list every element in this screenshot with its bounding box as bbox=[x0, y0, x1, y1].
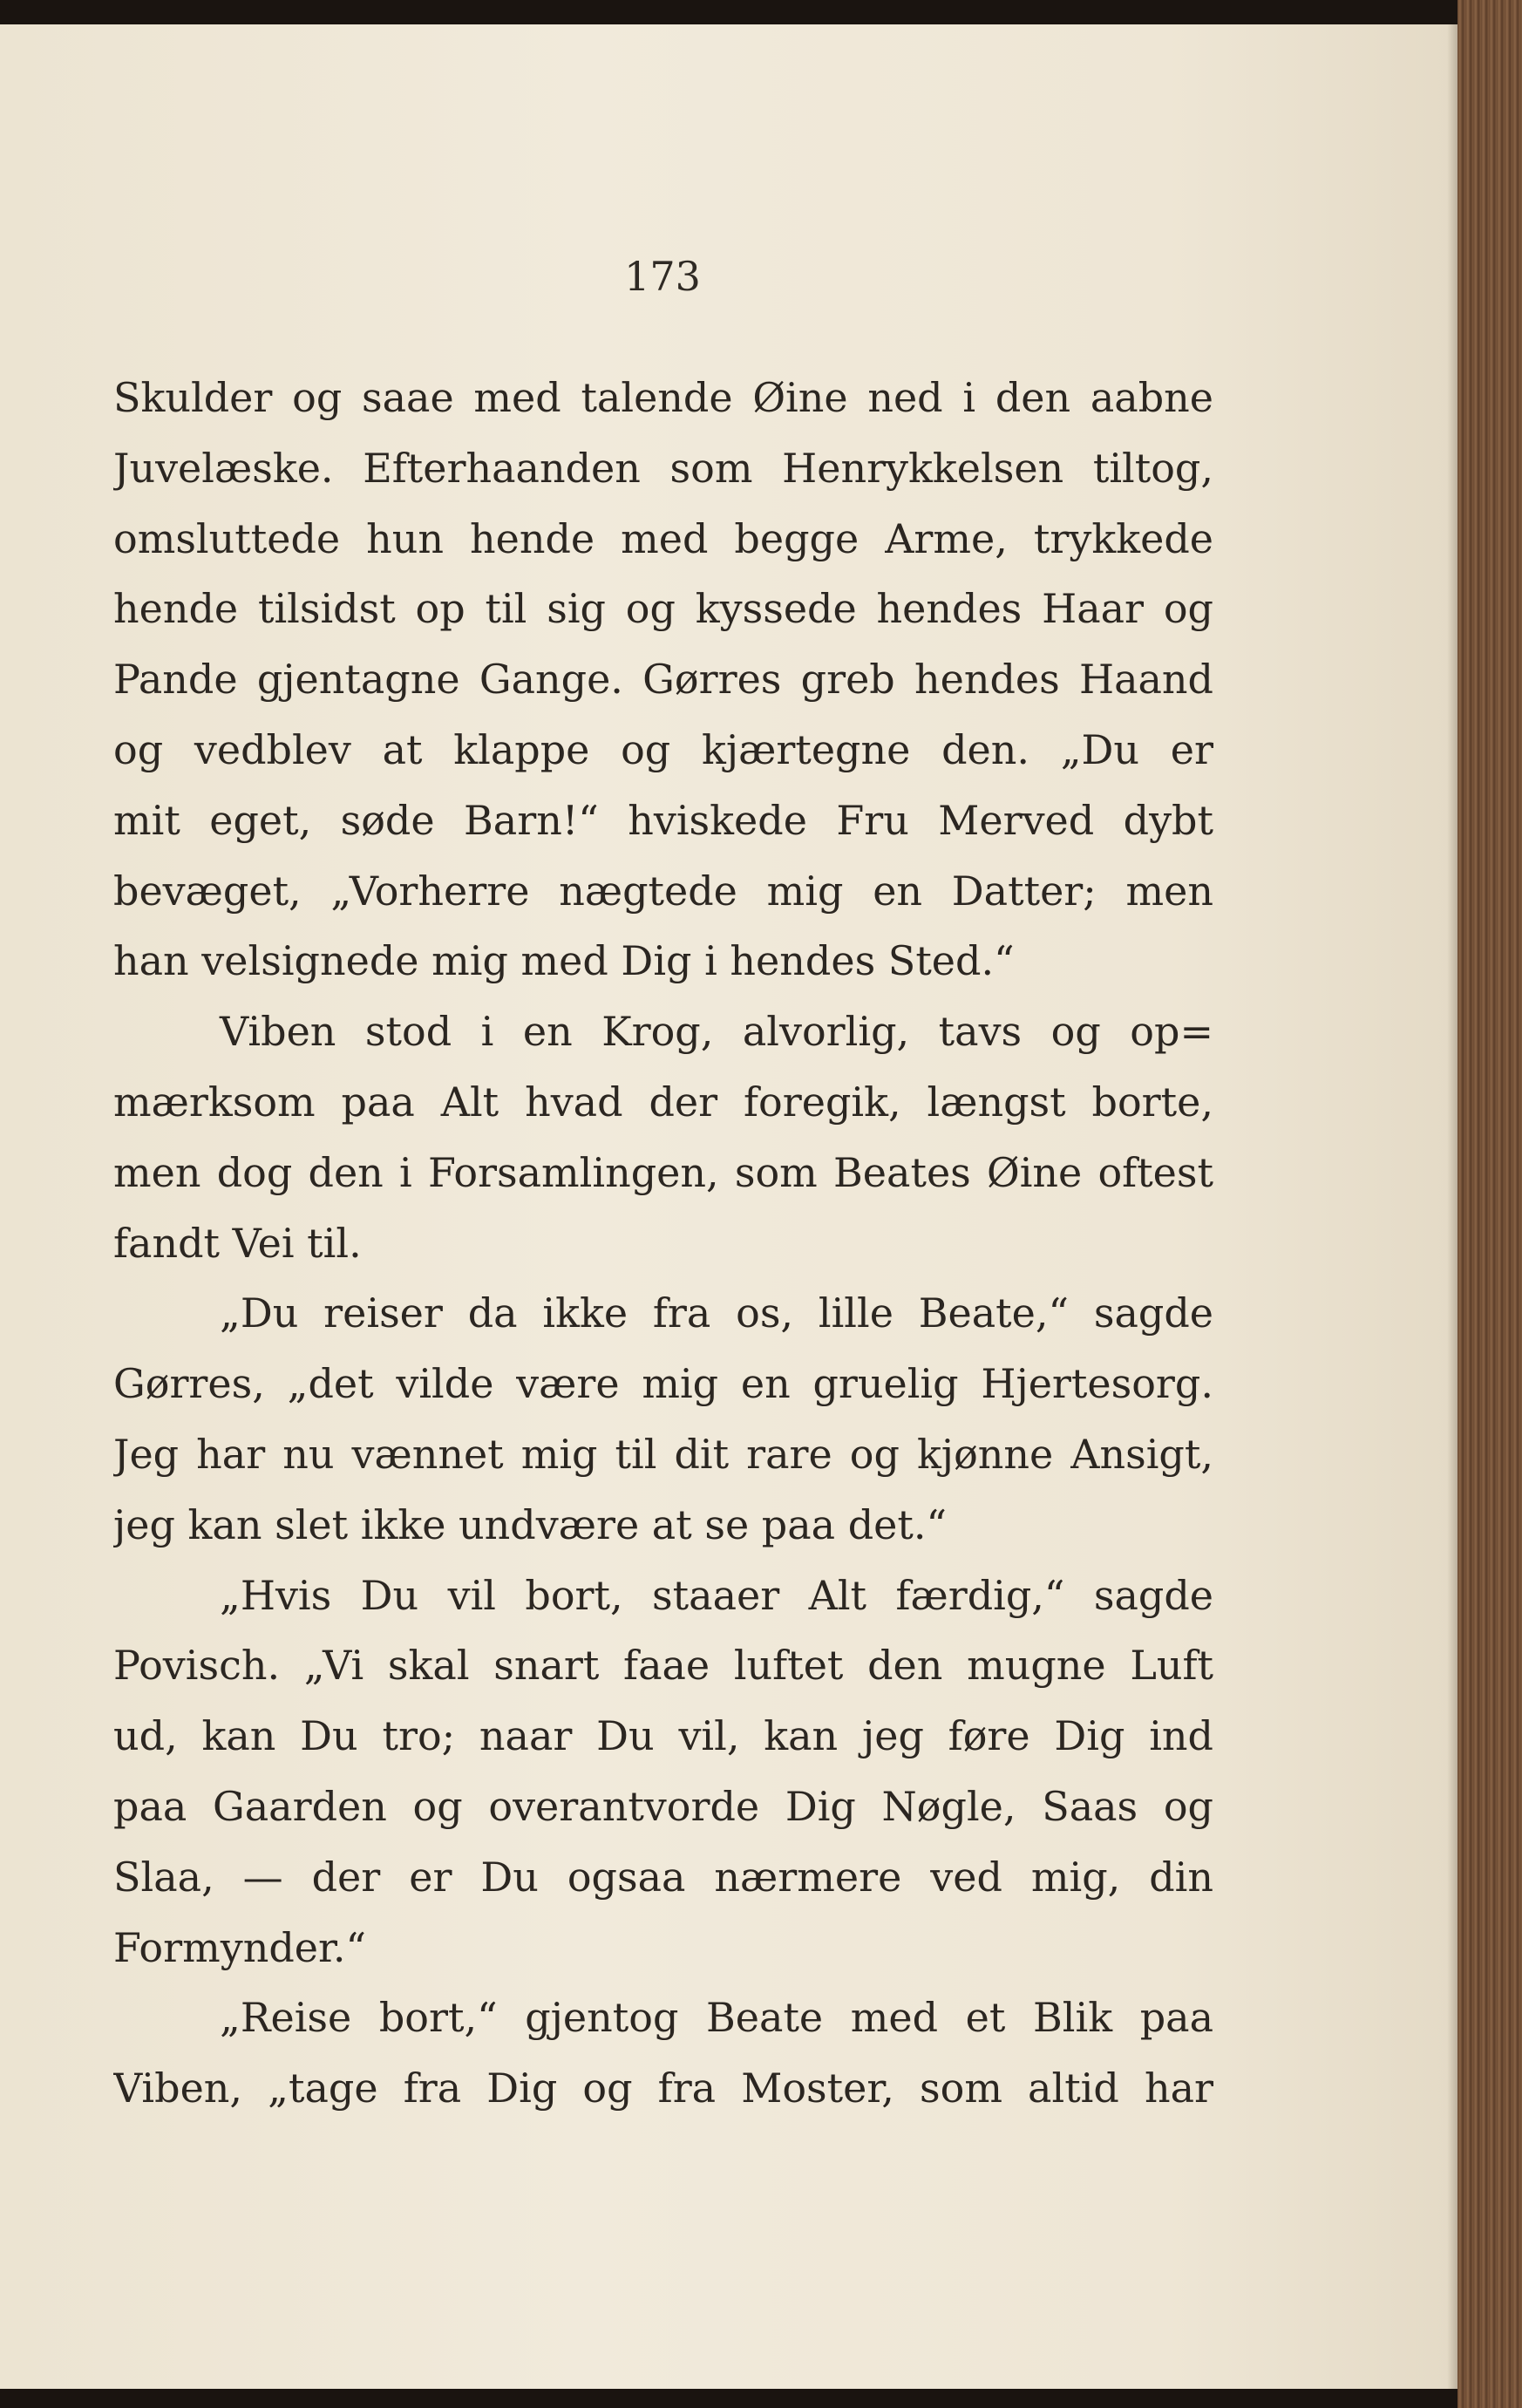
text-line: Formynder.“ bbox=[113, 1923, 367, 1971]
text-line: Povisch. „Vi skal snart faae luftet den mugne Luft bbox=[113, 1642, 1213, 1690]
text-line: ud, kan Du tro; naar Du vil, kan jeg føre Dig ind bbox=[113, 1712, 1213, 1760]
text-line: han velsignede mig med Dig i hendes Sted.“ bbox=[113, 937, 1015, 985]
text-line: jeg kan slet ikke undvære at se paa det.“ bbox=[113, 1500, 948, 1548]
text-line: Viben stod i en Krog, alvorlig, tavs og op= bbox=[220, 1008, 1213, 1056]
text-line: og vedblev at klappe og kjærtegne den. „Du er bbox=[113, 725, 1213, 773]
body-text bbox=[113, 363, 1213, 2124]
text-line: „Hvis Du vil bort, staaer Alt færdig,“ sagde bbox=[220, 1571, 1213, 1619]
text-line: men dog den i Forsamlingen, som Beates Øine oftest bbox=[113, 1148, 1213, 1196]
text-line: paa Gaarden og overantvorde Dig Nøgle, Saas og bbox=[113, 1782, 1213, 1830]
text-line: „Reise bort,“ gjentog Beate med et Blik paa bbox=[220, 1994, 1213, 2042]
text-line: „Du reiser da ikke fra os, lille Beate,“ sagde bbox=[220, 1289, 1213, 1337]
text-line: Jeg har nu vænnet mig til dit rare og kjønne Ansigt, bbox=[113, 1430, 1213, 1478]
text-line: Slaa, — der er Du ogsaa nærmere ved mig, din bbox=[113, 1853, 1213, 1901]
text-line: mit eget, søde Barn!“ hviskede Fru Merved dybt bbox=[113, 796, 1213, 844]
text-line: Skulder og saae med talende Øine ned i den aabne bbox=[113, 374, 1213, 421]
text-line: bevæget, „Vorherre nægtede mig en Datter; men bbox=[113, 867, 1213, 915]
book-page-edges bbox=[1457, 0, 1522, 2408]
text-line: fandt Vei til. bbox=[113, 1219, 362, 1267]
text-line: hende tilsidst op til sig og kyssede hendes Haar og bbox=[113, 585, 1213, 633]
text-line: Gørres, „det vilde være mig en gruelig Hjertesorg. bbox=[113, 1360, 1213, 1408]
text-line: Pande gjentagne Gange. Gørres greb hendes Haand bbox=[113, 656, 1213, 704]
text-line: mærksom paa Alt hvad der foregik, længst borte, bbox=[113, 1078, 1213, 1126]
page-number: 173 bbox=[624, 253, 701, 300]
page-paper bbox=[0, 24, 1457, 2389]
text-line: omsluttede hun hende med begge Arme, trykkede bbox=[113, 514, 1213, 562]
text-line: Viben, „tage fra Dig og fra Moster, som altid har bbox=[113, 2064, 1213, 2112]
text-line: Juvelæske. Efterhaanden som Henrykkelsen tiltog, bbox=[113, 444, 1213, 492]
